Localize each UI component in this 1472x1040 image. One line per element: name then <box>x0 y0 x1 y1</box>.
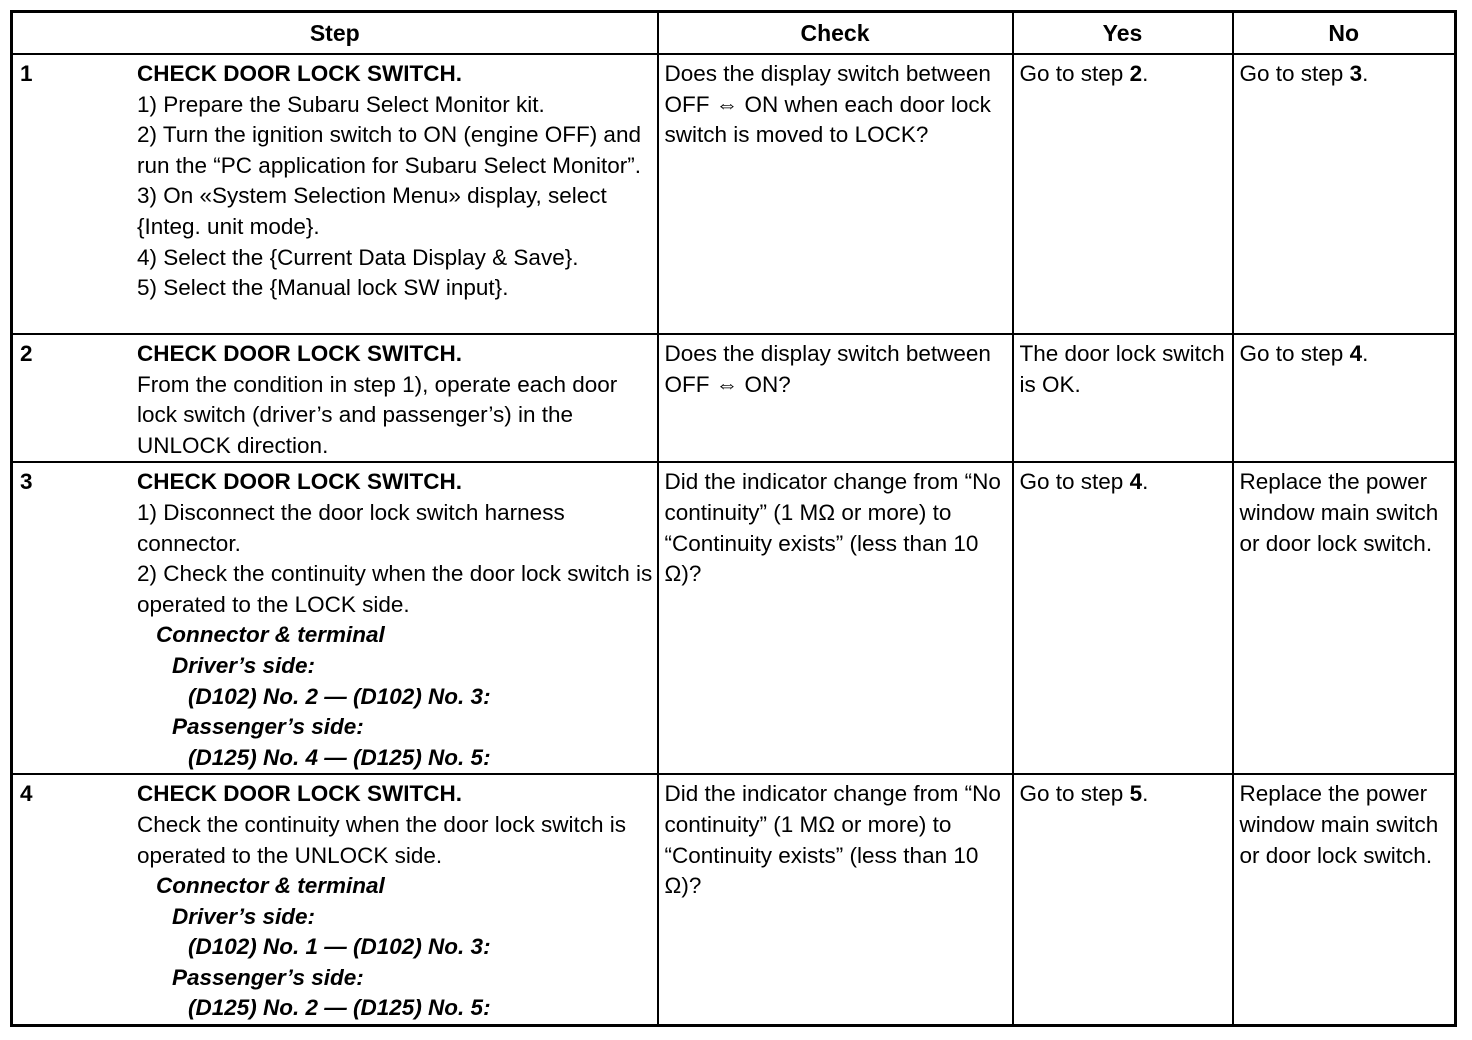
yes-text: Go to step <box>1019 469 1130 495</box>
step-title: CHECK DOOR LOCK SWITCH. <box>137 61 462 86</box>
no-suffix: . <box>1362 61 1369 86</box>
check-cell: Did the indicator change from “No continuity” (1 MΩ or more) to “Continuity exists” (less than 10 Ω)? <box>658 774 1013 1025</box>
step-cell <box>12 774 658 1025</box>
step-number: 2 <box>20 341 33 366</box>
check-cell: Does the display switch between OFF ⇔ ON when each door lock switch is moved to LOCK? <box>658 54 1013 334</box>
step-number: 1 <box>20 61 33 86</box>
passenger-side-terminals: (D125) No. 2 — (D125) No. 5: <box>188 995 491 1021</box>
driver-side-terminals: (D102) No. 2 — (D102) No. 3: <box>188 683 491 709</box>
header-step: Step <box>12 12 658 55</box>
yes-text: Go to step <box>1019 781 1130 807</box>
yes-cell <box>1013 774 1233 1025</box>
no-text: Go to step <box>1239 341 1350 366</box>
connector-heading: Connector & terminal <box>156 622 385 648</box>
yes-cell <box>1013 462 1233 774</box>
table-row <box>12 54 1456 334</box>
step-title: CHECK DOOR LOCK SWITCH. <box>137 341 462 366</box>
step-instruction: 2) Turn the ignition switch to ON (engine OFF) and run the “PC application for Subaru Select Monitor”. <box>137 122 641 178</box>
yes-step-number: 4 <box>1129 469 1143 495</box>
header-yes: Yes <box>1013 12 1233 55</box>
step-cell <box>12 54 658 334</box>
step-instruction: 1) Prepare the Subaru Select Monitor kit. <box>137 91 545 117</box>
header-no: No <box>1233 12 1456 55</box>
step-instruction: 1) Disconnect the door lock switch harness connector. <box>137 499 565 556</box>
header-check: Check <box>658 12 1013 55</box>
step-instruction: 5) Select the {Manual lock SW input}. <box>137 275 509 301</box>
no-cell: Replace the power window main switch or door lock switch. <box>1233 774 1456 1025</box>
yes-step-number: 2 <box>1129 61 1143 86</box>
table-row <box>12 334 1456 462</box>
step-number: 4 <box>20 781 33 807</box>
driver-side-label: Driver’s side: <box>172 903 315 929</box>
step-cell <box>12 462 658 774</box>
step-instruction: 3) On «System Selection Menu» display, select {Integ. unit mode}. <box>137 183 607 239</box>
yes-suffix: . <box>1142 469 1149 495</box>
table-row <box>12 774 1456 1025</box>
table-row <box>12 462 1456 774</box>
step-instruction: 4) Select the {Current Data Display & Save}. <box>137 244 579 270</box>
yes-cell: The door lock switch is OK. <box>1013 334 1233 462</box>
passenger-side-label: Passenger’s side: <box>172 714 364 740</box>
no-suffix: . <box>1362 341 1369 366</box>
passenger-side-terminals: (D125) No. 4 — (D125) No. 5: <box>188 744 491 770</box>
no-cell: Replace the power window main switch or door lock switch. <box>1233 462 1456 774</box>
passenger-side-label: Passenger’s side: <box>172 964 364 990</box>
no-cell <box>1233 334 1456 462</box>
check-cell: Does the display switch between OFF ⇔ ON? <box>658 334 1013 462</box>
diagnostic-table <box>10 10 1457 1027</box>
driver-side-label: Driver’s side: <box>172 652 315 678</box>
yes-cell <box>1013 54 1233 334</box>
yes-text: Go to step <box>1019 61 1130 86</box>
no-text: Go to step <box>1239 61 1350 86</box>
step-title: CHECK DOOR LOCK SWITCH. <box>137 469 462 495</box>
step-instruction: Check the continuity when the door lock switch is operated to the UNLOCK side. <box>137 811 626 868</box>
check-cell: Did the indicator change from “No continuity” (1 MΩ or more) to “Continuity exists” (less than 10 Ω)? <box>658 462 1013 774</box>
step-instruction: 2) Check the continuity when the door lock switch is operated to the LOCK side. <box>137 561 653 617</box>
step-cell <box>12 334 658 462</box>
driver-side-terminals: (D102) No. 1 — (D102) No. 3: <box>188 934 491 960</box>
yes-suffix: . <box>1142 61 1149 86</box>
step-number: 3 <box>20 469 33 495</box>
header-row <box>12 12 1456 55</box>
connector-heading: Connector & terminal <box>156 873 385 899</box>
step-instruction: From the condition in step 1), operate each door lock switch (driver’s and passenger’s) in the UNLOCK direction. <box>137 371 618 458</box>
no-step-number: 4 <box>1349 341 1363 366</box>
step-title: CHECK DOOR LOCK SWITCH. <box>137 781 462 807</box>
yes-suffix: . <box>1142 781 1149 807</box>
no-cell <box>1233 54 1456 334</box>
yes-step-number: 5 <box>1129 781 1143 807</box>
no-step-number: 3 <box>1349 61 1363 86</box>
